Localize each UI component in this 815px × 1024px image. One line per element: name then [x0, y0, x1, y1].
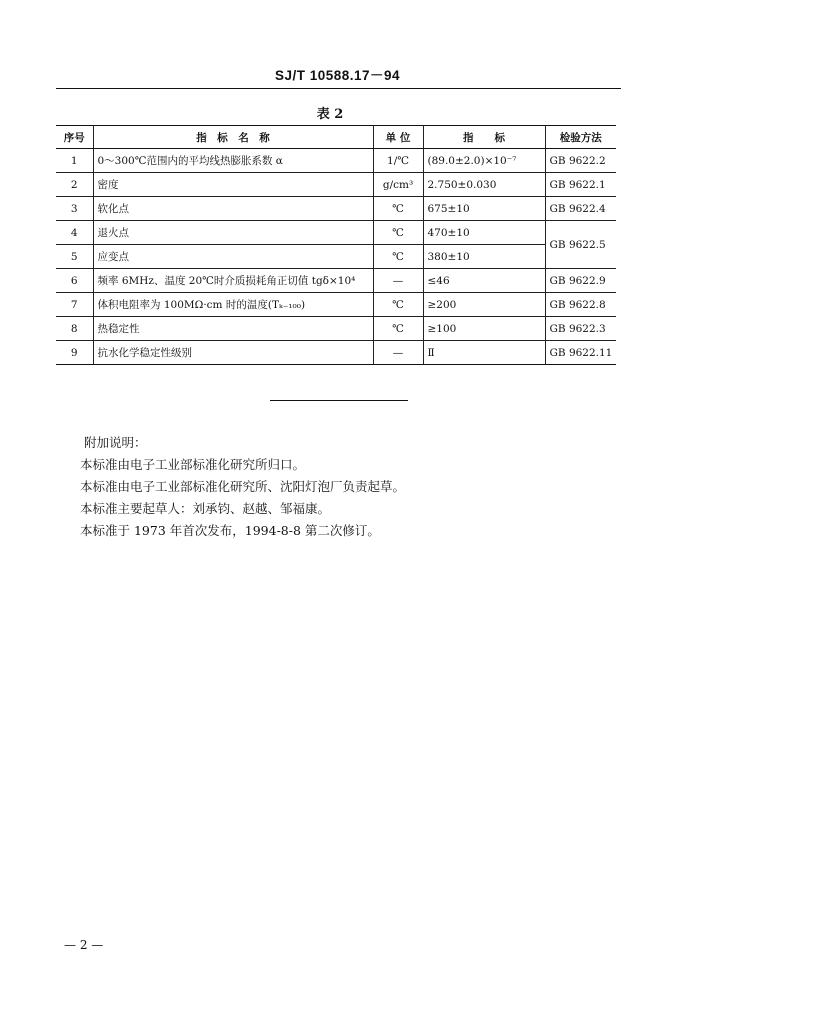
- row-name: 体积电阻率为 100MΩ·cm 时的温度(Tₖ₋₁₀₀): [93, 293, 373, 317]
- table-header-row: [56, 126, 616, 149]
- row-method: GB 9622.9: [545, 269, 616, 293]
- table-row: [56, 317, 616, 341]
- row-value: 675±10: [423, 197, 545, 221]
- row-value: 470±10: [423, 221, 545, 245]
- row-unit: ℃: [373, 197, 423, 221]
- row-unit: ℃: [373, 245, 423, 269]
- table-row: [56, 197, 616, 221]
- row-value: ≤46: [423, 269, 545, 293]
- header-rule: [56, 88, 621, 89]
- row-method: GB 9622.8: [545, 293, 616, 317]
- section-separator: [270, 400, 408, 401]
- column-header-value: 指 标: [423, 126, 545, 149]
- row-value: ≥100: [423, 317, 545, 341]
- row-name: 应变点: [93, 245, 373, 269]
- row-name: 0～300℃范围内的平均线热膨胀系数 α: [93, 149, 373, 173]
- row-no: 1: [56, 149, 93, 173]
- row-no: 5: [56, 245, 93, 269]
- table-row: [56, 293, 616, 317]
- table-row: [56, 269, 616, 293]
- notes-heading: 附加说明：: [84, 435, 147, 450]
- spec-table: [56, 125, 616, 365]
- note-line: 本标准由电子工业部标准化研究所归口。: [80, 457, 306, 472]
- table-row: [56, 245, 616, 269]
- row-value: (89.0±2.0)×10⁻⁷: [423, 149, 545, 173]
- row-name: 软化点: [93, 197, 373, 221]
- row-unit: —: [373, 341, 423, 365]
- row-unit: 1/℃: [373, 149, 423, 173]
- page-number: — 2 —: [64, 938, 104, 952]
- row-method: GB 9622.11: [545, 341, 616, 365]
- row-no: 7: [56, 293, 93, 317]
- row-method: GB 9622.5: [545, 221, 616, 269]
- table-row: [56, 221, 616, 245]
- column-header-unit: 单 位: [373, 126, 423, 149]
- row-method: GB 9622.4: [545, 197, 616, 221]
- additional-notes: [80, 432, 405, 542]
- row-value: 2.750±0.030: [423, 173, 545, 197]
- table-row: [56, 341, 616, 365]
- row-unit: —: [373, 269, 423, 293]
- row-value: Ⅱ: [423, 341, 545, 365]
- column-header-no: 序号: [56, 126, 93, 149]
- row-no: 9: [56, 341, 93, 365]
- row-no: 6: [56, 269, 93, 293]
- row-unit: ℃: [373, 293, 423, 317]
- row-name: 频率 6MHz、温度 20℃时介质损耗角正切值 tgδ×10⁴: [93, 269, 373, 293]
- row-value: ≥200: [423, 293, 545, 317]
- note-line: 本标准主要起草人：刘承钧、赵越、邹福康。: [80, 501, 331, 516]
- row-method: GB 9622.3: [545, 317, 616, 341]
- row-name: 密度: [93, 173, 373, 197]
- row-no: 2: [56, 173, 93, 197]
- note-line: 本标准于 1973 年首次发布，1994-8-8 第二次修订。: [80, 523, 380, 538]
- row-name: 抗水化学稳定性级别: [93, 341, 373, 365]
- row-no: 3: [56, 197, 93, 221]
- column-header-method: 检验方法: [545, 126, 616, 149]
- document-code: SJ/T 10588.17－94: [274, 68, 401, 83]
- table-title: 表 2: [316, 107, 344, 122]
- table-row: [56, 173, 616, 197]
- row-name: 热稳定性: [93, 317, 373, 341]
- row-name: 退火点: [93, 221, 373, 245]
- column-header-name: 指 标 名 称: [93, 126, 373, 149]
- row-method: GB 9622.1: [545, 173, 616, 197]
- row-value: 380±10: [423, 245, 545, 269]
- row-unit: ℃: [373, 317, 423, 341]
- table-row: [56, 149, 616, 173]
- row-no: 8: [56, 317, 93, 341]
- row-method: GB 9622.2: [545, 149, 616, 173]
- note-line: 本标准由电子工业部标准化研究所、沈阳灯泡厂负责起草。: [80, 479, 406, 494]
- row-unit: g/cm³: [373, 173, 423, 197]
- row-no: 4: [56, 221, 93, 245]
- row-unit: ℃: [373, 221, 423, 245]
